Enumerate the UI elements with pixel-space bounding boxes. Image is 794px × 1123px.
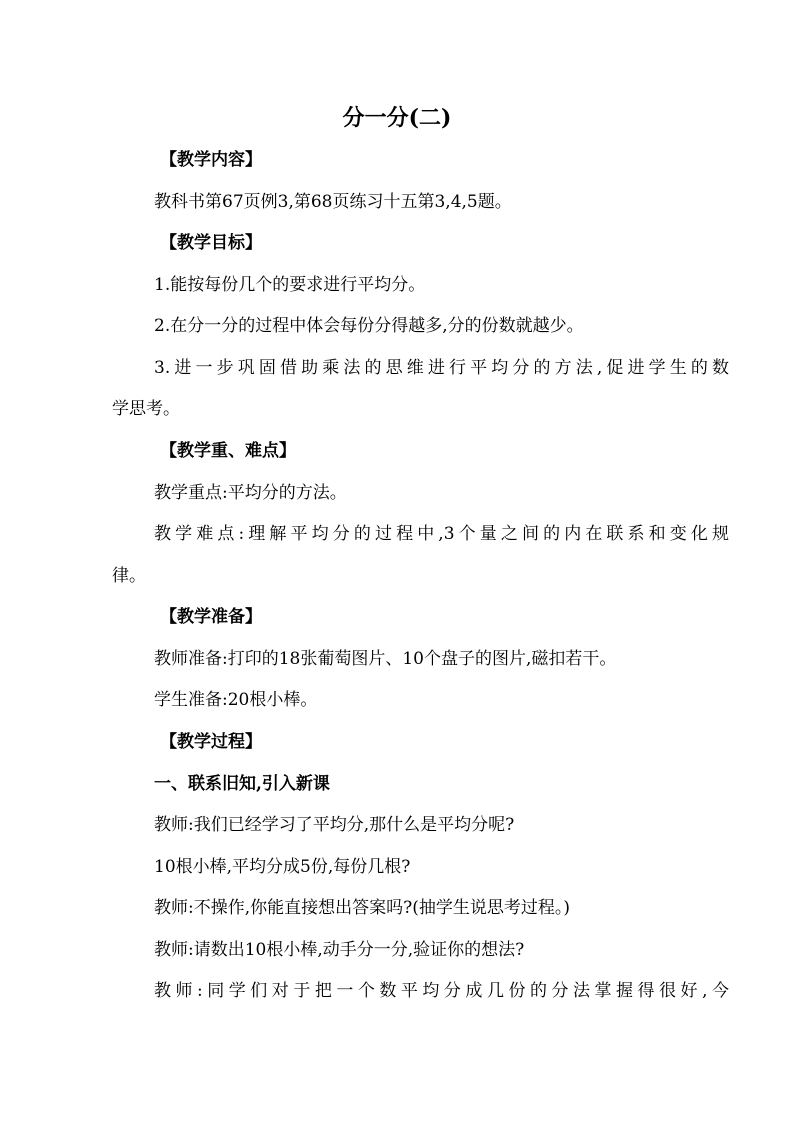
teacher-preparation: 教师准备:打印的18张葡萄图片、10个盘子的图片,磁扣若干。 <box>154 649 617 669</box>
content-text: 教科书第67页例3,第68页练习十五第3,4,5题。 <box>154 192 512 212</box>
heading-teaching-content: 【教学内容】 <box>160 150 262 170</box>
paragraph-4: 教师:请数出10根小棒,动手分一分,验证你的想法? <box>154 940 525 960</box>
heading-teaching-goals: 【教学目标】 <box>160 233 262 253</box>
heading-teaching-preparation: 【教学准备】 <box>160 607 262 627</box>
goal-3-line-1: 3.进一步巩固借助乘法的思维进行平均分的方法,促进学生的数 <box>154 358 729 378</box>
goal-3-line-2: 学思考。 <box>112 399 180 419</box>
difficult-point-line-2: 律。 <box>112 566 146 586</box>
paragraph-3: 教师:不操作,你能直接想出答案吗?(抽学生说思考过程。) <box>154 898 571 918</box>
document-title: 分一分(二) <box>342 105 452 131</box>
student-preparation: 学生准备:20根小棒。 <box>154 690 318 710</box>
key-point: 教学重点:平均分的方法。 <box>154 483 347 503</box>
paragraph-1: 教师:我们已经学习了平均分,那什么是平均分呢? <box>154 815 515 835</box>
heading-teaching-process: 【教学过程】 <box>160 732 262 752</box>
goal-1: 1.能按每份几个的要求进行平均分。 <box>154 275 426 295</box>
goal-2: 2.在分一分的过程中体会每份分得越多,分的份数就越少。 <box>154 316 584 336</box>
step-1-heading: 一、联系旧知,引入新课 <box>154 774 330 794</box>
difficult-point-line-1: 教学难点:理解平均分的过程中,3个量之间的内在联系和变化规 <box>154 524 729 544</box>
paragraph-5: 教师:同学们对于把一个数平均分成几份的分法掌握得很好,今 <box>154 981 729 1001</box>
paragraph-2: 10根小棒,平均分成5份,每份几根? <box>154 857 411 877</box>
heading-key-difficult-points: 【教学重、难点】 <box>160 441 296 461</box>
